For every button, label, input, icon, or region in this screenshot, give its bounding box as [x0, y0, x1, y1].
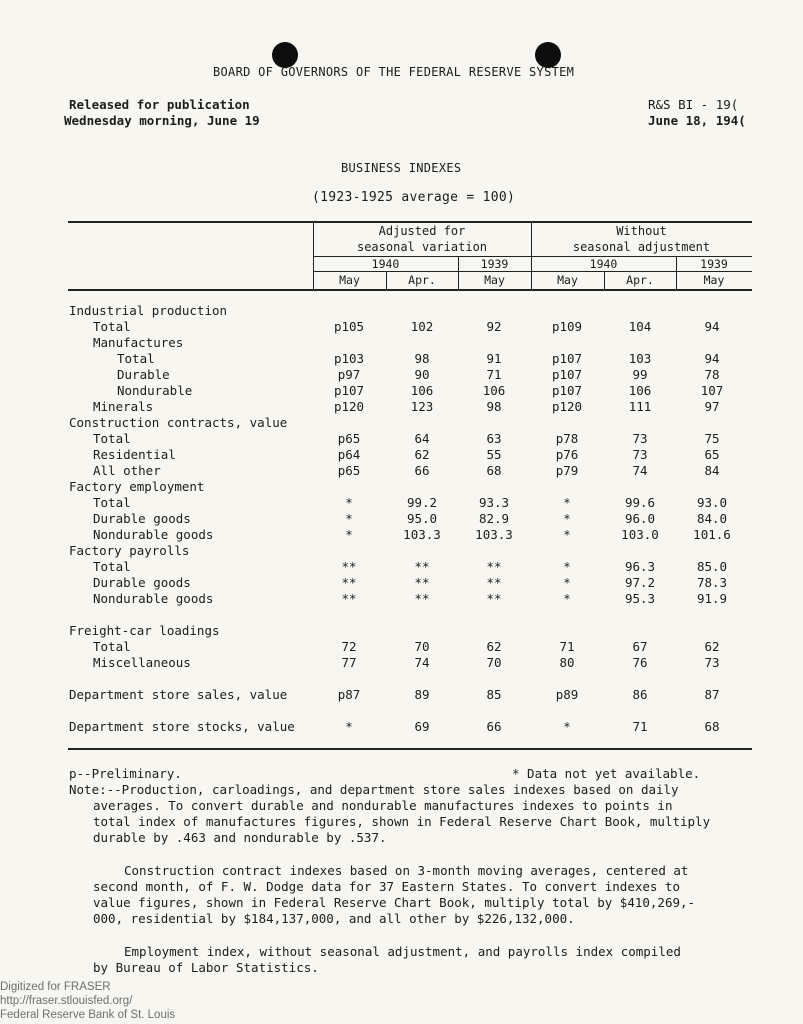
value-cell: **	[486, 591, 502, 606]
value-cell: 95.3	[624, 591, 656, 606]
value-cell: 70	[486, 655, 502, 670]
note-text-line: averages. To convert durable and nondurable manufactures indexes to points in	[93, 798, 673, 813]
value-cell: 99	[632, 367, 648, 382]
month-header: May	[703, 273, 725, 287]
table-row	[0, 655, 803, 671]
value-cell: 69	[414, 719, 430, 734]
value-cell: 76	[632, 655, 648, 670]
value-cell: 64	[414, 431, 430, 446]
value-cell: 95.0	[406, 511, 438, 526]
table-row	[0, 415, 803, 431]
value-cell: 71	[486, 367, 502, 382]
table-row	[0, 463, 803, 479]
value-cell: 87	[704, 687, 720, 702]
value-cell: 74	[414, 655, 430, 670]
row-label: Durable	[117, 367, 170, 382]
value-cell: 68	[486, 463, 502, 478]
table-row	[0, 351, 803, 367]
value-cell: 77	[341, 655, 357, 670]
value-cell: p65	[337, 431, 361, 446]
group-without-line1: Without	[616, 224, 667, 238]
row-label: Durable goods	[93, 575, 191, 590]
value-cell: 63	[486, 431, 502, 446]
value-cell: 73	[632, 447, 648, 462]
value-cell: 66	[486, 719, 502, 734]
value-cell: p107	[551, 383, 583, 398]
row-label: Construction contracts, value	[69, 415, 288, 430]
value-cell: p109	[551, 319, 583, 334]
footer-line-3: Federal Reserve Bank of St. Louis	[0, 1009, 176, 1021]
note-text-line: Note:--Production, carloadings, and department store sales indexes based on daily	[69, 782, 679, 797]
year-header: 1940	[371, 257, 400, 271]
value-cell: 68	[704, 719, 720, 734]
value-cell: **	[486, 575, 502, 590]
value-cell: p87	[337, 687, 361, 702]
note-text-line: by Bureau of Labor Statistics.	[93, 960, 319, 975]
value-cell: 103.3	[475, 527, 513, 542]
row-label: Durable goods	[93, 511, 191, 526]
value-cell: 62	[414, 447, 430, 462]
month-header: May	[484, 273, 505, 287]
group-adjusted-line2: seasonal variation	[356, 240, 488, 254]
value-cell: p89	[555, 687, 579, 702]
value-cell: 82.9	[478, 511, 510, 526]
value-cell: p107	[551, 351, 583, 366]
value-cell: 92	[486, 319, 502, 334]
row-label: Total	[117, 351, 155, 366]
value-cell: **	[341, 575, 357, 590]
value-cell: 84	[704, 463, 720, 478]
value-cell: 84.0	[696, 511, 728, 526]
value-cell: *	[563, 559, 571, 574]
value-cell: *	[563, 495, 571, 510]
release-line-1: Released for publication	[69, 97, 250, 112]
table-row	[0, 575, 803, 591]
year-header: 1939	[480, 257, 509, 271]
row-label: Factory employment	[69, 479, 205, 494]
note-text-line: Construction contract indexes based on 3-month moving averages, centered at	[124, 863, 689, 878]
table-row	[0, 559, 803, 575]
value-cell: 103	[628, 351, 652, 366]
group-without-line2: seasonal adjustment	[572, 240, 711, 254]
note-text-line: total index of manufactures figures, shown in Federal Reserve Chart Book, multiply	[93, 814, 711, 829]
note-text-line: Employment index, without seasonal adjustment, and payrolls index compiled	[124, 944, 681, 959]
value-cell: 94	[704, 351, 720, 366]
table-row	[0, 335, 803, 351]
value-cell: 66	[414, 463, 430, 478]
value-cell: *	[563, 511, 571, 526]
value-cell: 104	[628, 319, 652, 334]
value-cell: 89	[414, 687, 430, 702]
value-cell: 62	[704, 639, 720, 654]
value-cell: 98	[486, 399, 502, 414]
year-header: 1940	[589, 257, 618, 271]
year-header: 1939	[700, 257, 728, 271]
row-label: Nondurable goods	[93, 527, 214, 542]
row-label: Total	[93, 319, 131, 334]
note-preliminary: p--Preliminary.	[69, 766, 182, 781]
table-row	[0, 687, 803, 703]
value-cell: 101.6	[693, 527, 731, 542]
value-cell: 85.0	[696, 559, 728, 574]
document-subtitle: (1923-1925 average = 100)	[312, 190, 516, 205]
row-label: Total	[93, 559, 131, 574]
value-cell: 71	[559, 639, 575, 654]
table-row	[0, 719, 803, 735]
value-cell: 106	[628, 383, 652, 398]
value-cell: 78	[704, 367, 720, 382]
value-cell: **	[486, 559, 502, 574]
value-cell: **	[341, 559, 357, 574]
row-label: Nondurable	[117, 383, 193, 398]
value-cell: 70	[414, 639, 430, 654]
month-header: Apr.	[626, 273, 654, 287]
value-cell: *	[345, 527, 353, 542]
note-not-available: * Data not yet available.	[512, 766, 701, 781]
group-adjusted-line1: Adjusted for	[378, 224, 466, 238]
table-row	[0, 479, 803, 495]
value-cell: **	[341, 591, 357, 606]
value-cell: *	[563, 591, 571, 606]
month-header: May	[339, 273, 360, 287]
value-cell: *	[345, 495, 353, 510]
value-cell: **	[414, 575, 430, 590]
value-cell: 96.0	[624, 511, 656, 526]
value-cell: 94	[704, 319, 720, 334]
row-label: Residential	[93, 447, 176, 462]
fraser-footer	[0, 980, 175, 1022]
value-cell: 91.9	[696, 591, 728, 606]
value-cell: *	[563, 527, 571, 542]
row-label: Total	[93, 431, 131, 446]
value-cell: *	[345, 719, 353, 734]
row-label: Minerals	[93, 399, 154, 414]
table-row	[0, 383, 803, 399]
value-cell: **	[414, 591, 430, 606]
value-cell: p65	[337, 463, 361, 478]
reference-number: R&S BI - 19(	[648, 97, 739, 112]
row-label: All other	[93, 463, 161, 478]
row-label: Department store stocks, value	[69, 719, 295, 734]
value-cell: *	[563, 719, 571, 734]
table-row	[0, 623, 803, 639]
value-cell: 97	[704, 399, 720, 414]
value-cell: 55	[486, 447, 502, 462]
value-cell: 106	[482, 383, 506, 398]
value-cell: 71	[632, 719, 648, 734]
value-cell: **	[414, 559, 430, 574]
row-label: Factory payrolls	[69, 543, 190, 558]
value-cell: p105	[333, 319, 365, 334]
row-label: Nondurable goods	[93, 591, 214, 606]
value-cell: 74	[632, 463, 648, 478]
value-cell: 73	[704, 655, 720, 670]
table-row	[0, 399, 803, 415]
value-cell: 78.3	[696, 575, 728, 590]
table-row	[0, 591, 803, 607]
value-cell: 99.6	[624, 495, 656, 510]
value-cell: 102	[410, 319, 434, 334]
table-row	[0, 367, 803, 383]
value-cell: 93.3	[478, 495, 510, 510]
value-cell: p107	[333, 383, 365, 398]
value-cell: 91	[486, 351, 502, 366]
value-cell: 103.0	[621, 527, 659, 542]
value-cell: 80	[559, 655, 575, 670]
value-cell: *	[563, 575, 571, 590]
value-cell: 123	[410, 399, 434, 414]
reference-date: June 18, 194(	[648, 113, 746, 128]
value-cell: 65	[704, 447, 720, 462]
table-row	[0, 543, 803, 559]
value-cell: p103	[333, 351, 365, 366]
release-line-2: Wednesday morning, June 19	[64, 113, 260, 128]
organization-name: BOARD OF GOVERNORS OF THE FEDERAL RESERVE SYSTEM	[213, 65, 575, 79]
value-cell: p120	[333, 399, 365, 414]
value-cell: 107	[700, 383, 724, 398]
value-cell: *	[345, 511, 353, 526]
value-cell: 93.0	[696, 495, 728, 510]
value-cell: 72	[341, 639, 357, 654]
value-cell: 90	[414, 367, 430, 382]
row-label: Miscellaneous	[93, 655, 191, 670]
value-cell: p64	[337, 447, 361, 462]
value-cell: p78	[555, 431, 579, 446]
footer-link[interactable]: http://fraser.stlouisfed.org/	[0, 995, 133, 1007]
value-cell: p120	[551, 399, 583, 414]
table-bottom-rule	[68, 748, 752, 750]
row-label: Total	[93, 639, 131, 654]
row-label: Industrial production	[69, 303, 228, 318]
table-row	[0, 511, 803, 527]
row-label: Department store sales, value	[69, 687, 288, 702]
table-row	[0, 303, 803, 319]
value-cell: 62	[486, 639, 502, 654]
footer-line-1: Digitized for FRASER	[0, 981, 111, 993]
value-cell: 85	[486, 687, 502, 702]
value-cell: 99.2	[406, 495, 438, 510]
value-cell: 96.3	[624, 559, 656, 574]
value-cell: 67	[632, 639, 648, 654]
value-cell: 73	[632, 431, 648, 446]
table-row	[0, 431, 803, 447]
row-label: Manufactures	[93, 335, 184, 350]
row-label: Total	[93, 495, 131, 510]
value-cell: p76	[555, 447, 579, 462]
table-row	[0, 527, 803, 543]
table-row	[0, 639, 803, 655]
month-header: May	[557, 273, 578, 287]
table-row	[0, 495, 803, 511]
value-cell: 111	[628, 399, 652, 414]
document-title: BUSINESS INDEXES	[341, 161, 462, 175]
value-cell: 86	[632, 687, 648, 702]
value-cell: p107	[551, 367, 583, 382]
month-header: Apr.	[408, 273, 436, 287]
value-cell: 103.3	[403, 527, 441, 542]
note-text-line: value figures, shown in Federal Reserve Chart Book, multiply total by $410,269,-	[93, 895, 696, 910]
table-row	[0, 447, 803, 463]
value-cell: 97.2	[624, 575, 656, 590]
value-cell: 98	[414, 351, 430, 366]
row-label: Freight-car loadings	[69, 623, 220, 638]
value-cell: p79	[555, 463, 579, 478]
note-text-line: durable by .463 and nondurable by .537.	[93, 830, 387, 845]
value-cell: 75	[704, 431, 720, 446]
note-text-line: second month, of F. W. Dodge data for 37 Eastern States. To convert indexes to	[93, 879, 680, 894]
note-text-line: 000, residential by $184,137,000, and all other by $226,132,000.	[93, 911, 575, 926]
value-cell: p97	[337, 367, 361, 382]
value-cell: 106	[410, 383, 434, 398]
table-row	[0, 319, 803, 335]
